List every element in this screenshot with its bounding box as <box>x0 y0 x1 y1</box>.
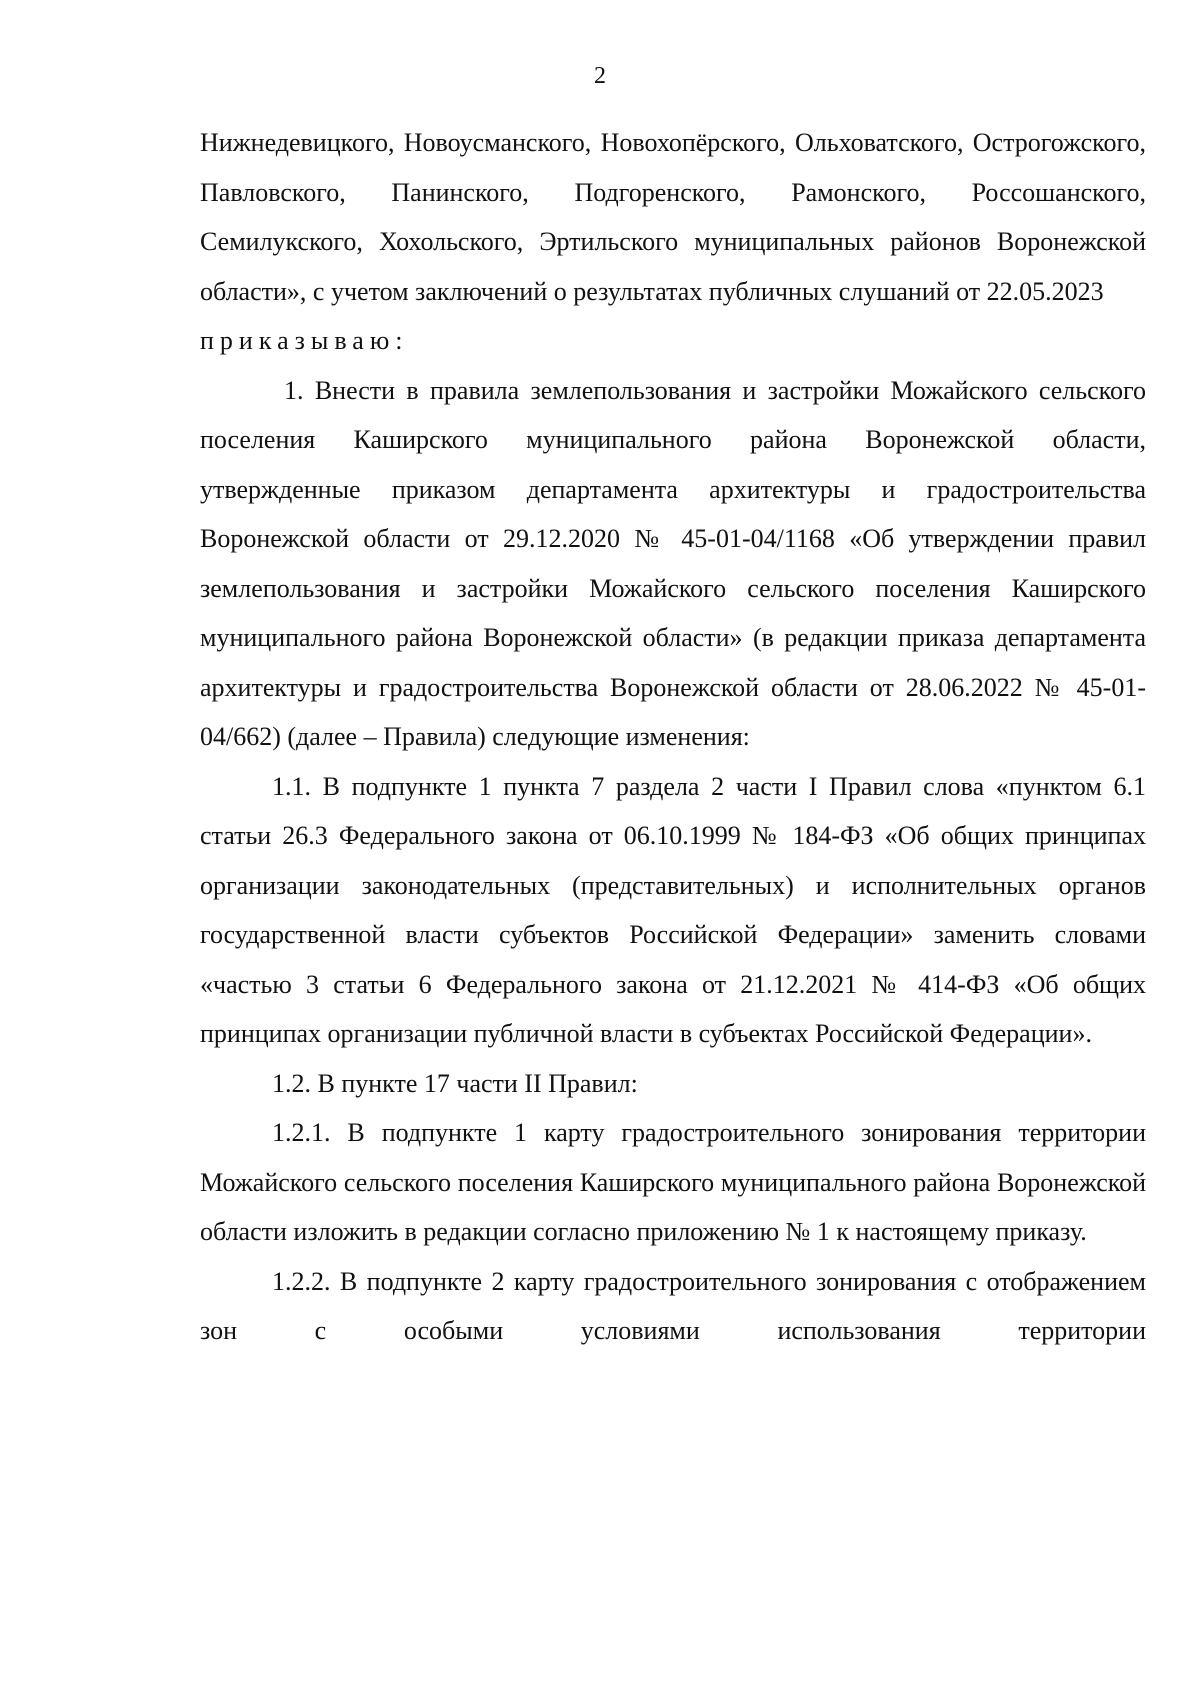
paragraph-item-1: 1. Внести в правила землепользования и застройки Можайского сельского поселения Каширского муниципального района Воронежской области, утвержденные приказом департамента архитектуры и градостроительства Воронежской области от 29.12.2020 № 45-01-04/1168 «Об утверждении правил землепользования и застройки Можайского сельского поселения Каширского муниципального района Воронежской области» (в редакции приказа департамента архитектуры и градостроительства Воронежской области от 28.06.2022 № 45-01-04/662) (далее – Правила) следующие изменения: <box>200 375 1146 751</box>
page-number: 2 <box>594 63 606 89</box>
paragraph-item-1-1: 1.1. В подпункте 1 пункта 7 раздела 2 части I Правил слова «пунктом 6.1 статьи 26.3 Федерального закона от 06.10.1999 № 184-ФЗ «Об общих принципах организации законодательных (представительных) и исполнительных органов государственной власти субъектов Российской Федерации» заменить словами «частью 3 статьи 6 Федерального закона от 21.12.2021 № 414-ФЗ «Об общих принципах организации публичной власти в субъектах Российской Федерации». <box>200 771 1146 1048</box>
paragraph-order-word: приказываю: <box>200 326 409 355</box>
paragraph-item-1-2: 1.2. В пункте 17 части II Правил: <box>272 1068 638 1098</box>
document-body <box>200 118 1146 1356</box>
paragraph-item-1-2-2: 1.2.2. В подпункте 2 карту градостроительного зонирования с отображением зон с особыми условиями использования территории <box>200 1266 1146 1345</box>
paragraph-continuation: Нижнедевицкого, Новоусманского, Новохопёрского, Ольховатского, Острогожского, Павловского, Панинского, Подгоренского, Рамонского, Россошанского, Семилукского, Хохольского, Эртильского муниципальных районов Воронежской области», с учетом заключений о результатах публичных слушаний от 22.05.2023 <box>200 128 1146 306</box>
paragraph-item-1-2-1: 1.2.1. В подпункте 1 карту градостроительного зонирования территории Можайского сельского поселения Каширского муниципального района Воронежской области изложить в редакции согласно приложению № 1 к настоящему приказу. <box>200 1118 1146 1246</box>
